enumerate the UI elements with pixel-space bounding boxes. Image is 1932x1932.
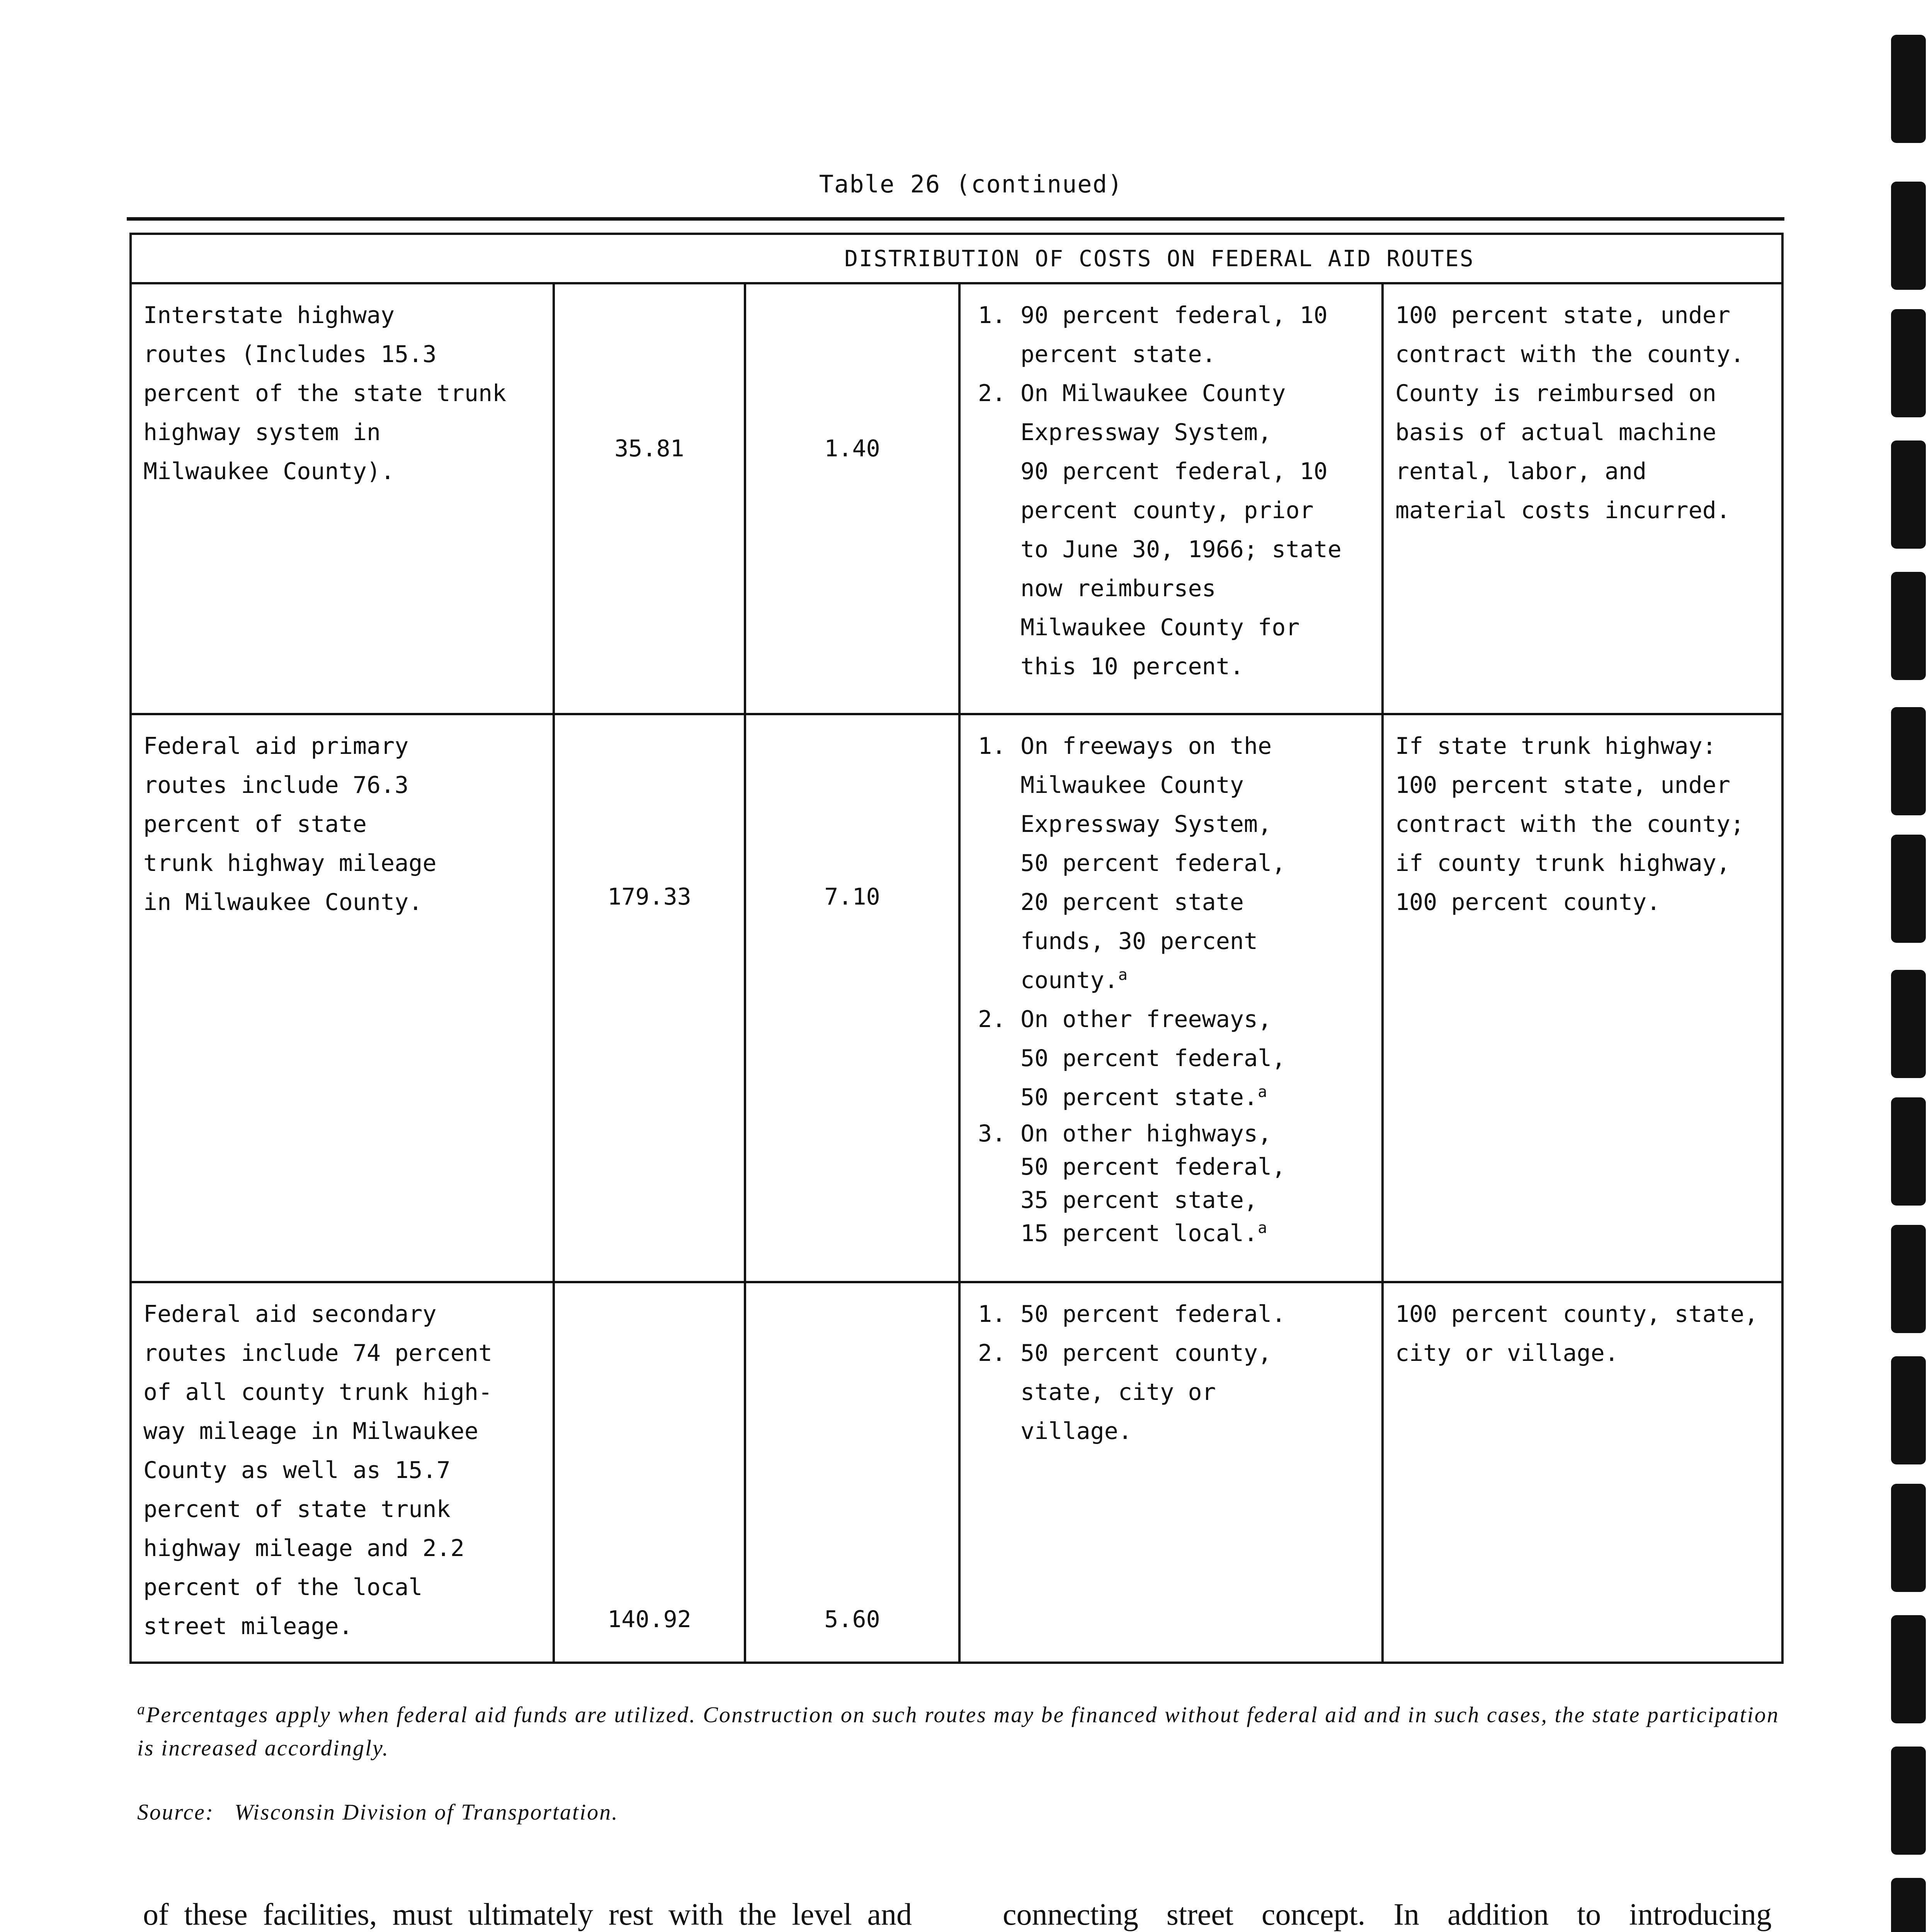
percent-cell: [745, 714, 959, 1282]
construction-cost-list: [961, 1283, 1381, 1459]
footnote-marker: a: [137, 1700, 146, 1718]
miles-value: 140.92: [607, 1606, 691, 1633]
table-row: [131, 714, 1782, 1282]
list-item-text: 50 percent county, state, city or village.: [1020, 1340, 1272, 1445]
construction-cost-cell: [959, 714, 1383, 1282]
edge-mark: [1891, 572, 1926, 680]
list-item-text: 50 percent federal.: [1020, 1301, 1286, 1328]
table-title: Table 26 (continued): [819, 170, 1123, 198]
footnote-marker: a: [1118, 966, 1128, 984]
footnote-text: Percentages apply when federal aid funds are utilized. Construction on such routes may be financed without federal aid and in such cases, the state participation is increased accordingly.: [137, 1702, 1779, 1760]
scan-edge-marks: [1891, 0, 1926, 1932]
miles-cell: [554, 283, 745, 714]
list-item-text: On freeways on the Milwaukee County Expressway System, 50 percent federal, 20 percent state funds, 30 percent county.: [1020, 733, 1286, 994]
source-note: [137, 1796, 1783, 1829]
edge-mark: [1891, 1747, 1926, 1855]
miles-value: 179.33: [607, 883, 691, 910]
route-description: Federal aid secondary routes include 74 percent of all county trunk high- way mileage in Milwaukee County as well as 15.7 percent of state trunk highway mileage and 2.2 percent of the local street mileage.: [143, 1301, 493, 1640]
source-text: Wisconsin Division of Transportation.: [234, 1799, 619, 1825]
maintenance-cost-cell: [1383, 283, 1782, 714]
construction-cost-list: [961, 284, 1381, 694]
list-item-number: 2.: [978, 1006, 1006, 1033]
edge-mark: [1891, 1484, 1926, 1592]
list-item-number: 3.: [978, 1120, 1006, 1147]
list-item-number: 2.: [978, 380, 1006, 407]
table-section-header-row: [131, 234, 1782, 283]
body-column-right: [1003, 1895, 1772, 1932]
list-item-text: On other freeways, 50 percent federal, 50 percent state.: [1020, 1006, 1286, 1111]
footnote: [137, 1698, 1783, 1765]
percent-value: 7.10: [824, 883, 880, 910]
list-item-text: On Milwaukee County Expressway System, 90 percent federal, 10 percent county, prior to June 30, 1966; state now reimburses Milwaukee County for this 10 percent.: [1020, 380, 1342, 680]
list-item-text: On other highways, 50 percent federal, 35 percent state, 15 percent local.: [1020, 1120, 1286, 1247]
body-paragraph: of these facilities, must ultimately rest with the level and: [143, 1898, 912, 1932]
route-description-cell: [131, 1282, 554, 1663]
source-label: Source:: [137, 1799, 214, 1825]
route-description-cell: [131, 283, 554, 714]
list-item-number: 2.: [978, 1340, 1006, 1367]
list-item-text: 90 percent federal, 10 percent state.: [1020, 302, 1328, 368]
miles-cell: [554, 1282, 745, 1663]
construction-cost-cell: [959, 283, 1383, 714]
body-column-left: [143, 1895, 912, 1932]
edge-mark: [1891, 1878, 1926, 1932]
table-footnotes: [137, 1698, 1783, 1829]
miles-cell: [554, 714, 745, 1282]
construction-cost-list: [961, 715, 1381, 1258]
list-item: [978, 1117, 1381, 1250]
maintenance-cost-cell: [1383, 714, 1782, 1282]
edge-mark: [1891, 1615, 1926, 1723]
edge-mark: [1891, 1225, 1926, 1333]
edge-mark: [1891, 970, 1926, 1078]
list-item: [978, 1295, 1381, 1334]
edge-mark: [1891, 182, 1926, 290]
table-row: [131, 283, 1782, 714]
edge-mark: [1891, 440, 1926, 549]
edge-mark: [1891, 309, 1926, 417]
list-item: [978, 727, 1381, 1000]
maintenance-cost: If state trunk highway: 100 percent state, under contract with the county; if county trunk highway, 100 percent county.: [1395, 733, 1745, 916]
cost-distribution-table: [129, 233, 1784, 1664]
maintenance-cost: 100 percent county, state, city or village.: [1395, 1301, 1759, 1367]
table-row: [131, 1282, 1782, 1663]
list-item: [978, 1000, 1381, 1117]
percent-cell: [745, 283, 959, 714]
footnote-marker: a: [1258, 1219, 1267, 1237]
table-top-rule: [127, 217, 1784, 221]
list-item: [978, 374, 1381, 686]
miles-value: 35.81: [614, 435, 684, 462]
route-description: Federal aid primary routes include 76.3 percent of state trunk highway mileage in Milwaukee County.: [143, 733, 437, 916]
maintenance-cost-cell: [1383, 1282, 1782, 1663]
edge-mark: [1891, 35, 1926, 143]
list-item-number: 1.: [978, 733, 1006, 760]
route-description-cell: [131, 714, 554, 1282]
route-description: Interstate highway routes (Includes 15.3 percent of the state trunk highway system in Milwaukee County).: [143, 302, 507, 485]
percent-value: 5.60: [824, 1606, 880, 1633]
edge-mark: [1891, 1356, 1926, 1464]
construction-cost-cell: [959, 1282, 1383, 1663]
footnote-marker: a: [1258, 1083, 1267, 1101]
edge-mark: [1891, 835, 1926, 943]
percent-value: 1.40: [824, 435, 880, 462]
body-paragraph: connecting street concept. In addition to introducing: [1003, 1898, 1772, 1932]
list-item-number: 1.: [978, 1301, 1006, 1328]
list-item: [978, 1334, 1381, 1451]
list-item: [978, 296, 1381, 374]
edge-mark: [1891, 1097, 1926, 1206]
list-item-number: 1.: [978, 302, 1006, 329]
percent-cell: [745, 1282, 959, 1663]
edge-mark: [1891, 707, 1926, 815]
table-section-header: DISTRIBUTION OF COSTS ON FEDERAL AID ROUTES: [131, 234, 1782, 283]
maintenance-cost: 100 percent state, under contract with the county. County is reimbursed on basis of actual machine rental, labor, and material costs incurred.: [1395, 302, 1745, 524]
